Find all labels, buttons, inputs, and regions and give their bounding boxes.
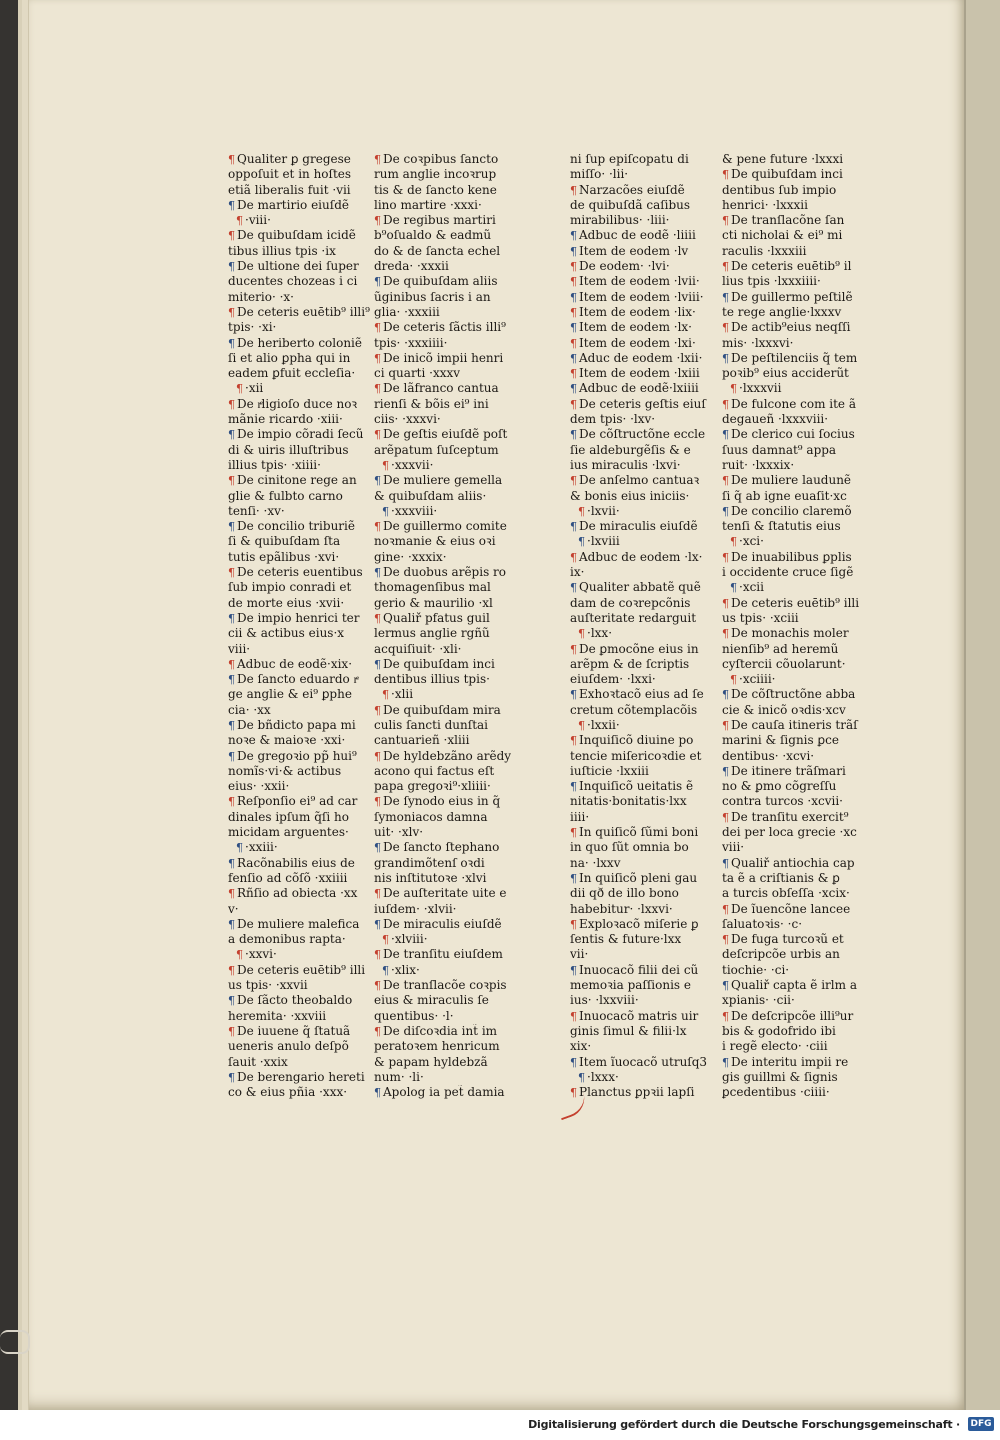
text-line: dem tpis· ·lxv· — [570, 412, 656, 427]
text-line: lino martire ·xxxi· — [374, 197, 482, 212]
text-line: quentibus· ·l· — [374, 1008, 454, 1023]
text-line: tis & de ſancto kene — [374, 182, 497, 197]
text-line: contra turcos ·xcvii· — [722, 794, 843, 809]
text-line: ¶ De ultione dei ſuper — [228, 259, 378, 274]
text-line: ꝑcedentibus ·ciiii· — [722, 1085, 830, 1100]
text-line: ix· — [570, 565, 585, 580]
text-line: tenſi· ·xv· — [228, 503, 285, 518]
text-line: ¶ De quibuſdam icidẽ — [228, 228, 378, 243]
text-line: us tpis· ·xciii — [722, 610, 799, 625]
text-line: henrici· ·lxxxii — [722, 197, 808, 212]
text-line: do & de ſancta echel — [374, 243, 501, 258]
text-line: gine· ·xxxix· — [374, 549, 447, 564]
text-line: ſentis & future·lxx — [570, 932, 682, 947]
text-line: gerio & maurilio ·xl — [374, 595, 493, 610]
text-line: tiochie· ·ci· — [722, 962, 790, 977]
footer-bar — [0, 1410, 1000, 1440]
text-line: ius miraculis ·lxvi· — [570, 457, 681, 472]
text-line: nomĩs·vi·& actibus — [228, 763, 342, 778]
text-line: ¶ De fulcone com ite ã — [722, 397, 872, 412]
text-line: heremita· ·xxviii — [228, 1008, 327, 1023]
text-line: ¶ Inuocacõ matris uir — [570, 1009, 720, 1024]
text-line: i regẽ electo· ·ciii — [722, 1039, 828, 1054]
text-line: ¶ De inuabilibus ꝑplis — [722, 550, 872, 565]
text-line: papa gregoꝛi⁹·xliiii· — [374, 779, 491, 794]
text-line: mirabilibus· ·liii· — [570, 213, 670, 228]
text-line: ¶ Adbuc de eodẽ·xix· — [228, 657, 378, 672]
text-line: ¶ De concilio claremõ — [722, 504, 872, 519]
text-line: ¶ Item de eodem ·lxi· — [570, 336, 720, 351]
text-line: ¶ De fuga turcoꝛũ et — [722, 932, 872, 947]
text-line: di & uiris illuſtribus — [228, 442, 349, 457]
text-line: ¶ Qualiř capta ẽ irlm a — [722, 978, 872, 993]
page-binding-edge — [22, 0, 29, 1410]
text-line: cii & actibus eius·x — [228, 626, 345, 641]
text-line: ¶ Item de eodem ·lv — [570, 244, 720, 259]
text-line: ¶ De martirio eiuſdẽ — [228, 198, 378, 213]
text-line: lius tpis ·lxxxiiii· — [722, 274, 821, 289]
text-line: tencie miſericoꝛdie et — [570, 748, 702, 763]
text-line: ¶ ·xciiii· — [722, 672, 872, 687]
text-line: ¶ De impio henrici ter — [228, 611, 378, 626]
text-line: cantuarieñ ·xliii — [374, 733, 470, 748]
text-line: ¶ De eodem· ·lvi· — [570, 259, 720, 274]
text-line: ¶ De iuuene q̃ ſtatuã — [228, 1024, 378, 1039]
funding-credit: Digitalisierung gefördert durch die Deutsche Forschungsgemeinschaft · — [528, 1418, 960, 1431]
text-line: ¶ ·xxxviii· — [374, 504, 524, 519]
text-line: tpis· ·xi· — [228, 320, 277, 335]
text-line: ¶ ·xxiii· — [228, 840, 378, 855]
text-line: a demonibus rapta· — [228, 932, 346, 947]
text-line: ſie aldeburgẽſis & e — [570, 442, 691, 457]
text-line: habebitur· ·lxxvi· — [570, 901, 673, 916]
text-line: ¶ ·xlii — [374, 687, 524, 702]
text-line: eadem ꝑfuit eccleſia· — [228, 366, 356, 381]
text-line: ¶ De clerico cui ſocius — [722, 427, 872, 442]
text-line: xpianis· ·cii· — [722, 993, 795, 1008]
text-line: acono qui factus eſt — [374, 763, 495, 778]
text-line: gis guillmi & ſignis — [722, 1069, 838, 1084]
text-line: ¶ Adbuc de eodẽ ·liiii — [570, 228, 720, 243]
text-line: ¶ De ceteris euētib⁹ illi — [722, 596, 872, 611]
text-line: dreda· ·xxxii — [374, 259, 449, 274]
text-line: tenſi & ſtatutis eius — [722, 519, 841, 534]
text-line: ¶ De quibuſdam inci — [374, 657, 524, 672]
text-line: iuſdem· ·xlvii· — [374, 901, 457, 916]
text-line: raculis ·lxxxiii — [722, 243, 807, 258]
text-line: ¶ Inuocacõ filii dei cũ — [570, 963, 720, 978]
text-line: ¶ In quiſicõ pleni gau — [570, 871, 720, 886]
text-line: ¶ De gregoꝛio pp̃ hui⁹ — [228, 749, 378, 764]
text-line: ginis ſimul & filii·lx — [570, 1023, 687, 1038]
text-line: ¶ De quibuſdam aliis — [374, 274, 524, 289]
text-line: ¶ De tranſitu eiuſdem — [374, 947, 524, 962]
text-line: ¶ Item de eodem ·lvii· — [570, 274, 720, 289]
text-line: glie & fulbto carno — [228, 488, 343, 503]
text-line: cti nicholai & ei⁹ mi — [722, 228, 843, 243]
text-line: glia· ·xxxiii — [374, 304, 440, 319]
text-line: ¶ De muliere laudunẽ — [722, 473, 872, 488]
text-line: ¶ De quibuſdam inci — [722, 167, 872, 182]
text-line: deſcripcõe urbis an — [722, 947, 840, 962]
text-line: ¶ De coꝛpibus ſancto — [374, 152, 524, 167]
text-line: & papam hyldebzã — [374, 1054, 488, 1069]
text-line: ¶ Item de eodem ·lxiii — [570, 366, 720, 381]
text-line: ſymoniacos damna — [374, 809, 488, 824]
dfg-logo-icon: DFG — [968, 1417, 994, 1431]
text-line: a turcis obſeſſa ·xcix· — [722, 886, 850, 901]
text-line: miſſo· ·lii· — [570, 167, 629, 182]
text-line: acquiſiuit· ·xli· — [374, 641, 462, 656]
text-line: etiã liberalis fuit ·vii — [228, 182, 351, 197]
text-line: iuſticie ·lxxiii — [570, 763, 649, 778]
text-line: ¶ De miraculis eiuſdẽ — [570, 519, 720, 534]
text-line: ¶ De ceteris euētib⁹ il — [722, 259, 872, 274]
text-line: ¶ ·xci· — [722, 534, 872, 549]
text-line: cyſtercii cõuolarunt· — [722, 656, 846, 671]
text-line: ¶ Inquiſicõ diuine po — [570, 733, 720, 748]
text-line: marini & ſignis ꝑce — [722, 733, 839, 748]
text-line: num· ·li· — [374, 1069, 424, 1084]
text-line: ¶ De ceteris euentibus — [228, 565, 378, 580]
text-line: ¶ Item de eodem ·lix· — [570, 305, 720, 320]
text-line: ¶ De cõſtructõne eccle — [570, 427, 720, 442]
text-column-1 — [228, 152, 378, 1100]
text-line: micidam arguentes· — [228, 825, 349, 840]
text-line: tutis epãlibus ·xvi· — [228, 549, 340, 564]
text-line: ¶ De ſancto ſtephano — [374, 840, 524, 855]
text-line: dentibus illius tpis· — [374, 672, 490, 687]
text-line: ¶ De anſelmo cantuaꝛ — [570, 473, 720, 488]
text-line: ueneris anulo deſpõ — [228, 1039, 349, 1054]
text-column-3 — [570, 152, 720, 1100]
text-line: ¶ De berengario hereti — [228, 1070, 378, 1085]
text-line: ¶ De tranſitu exercit⁹ — [722, 810, 872, 825]
text-line: ¶ ·lxx· — [570, 626, 720, 641]
text-line: te rege anglie·lxxxv — [722, 304, 842, 319]
text-line: ſaluatoꝛis· ·c· — [722, 916, 803, 931]
text-line: ¶ De cauſa itineris trãſ — [722, 718, 872, 733]
text-line: poꝛib⁹ eius acciderũt — [722, 366, 849, 381]
text-line: ¶ De heriberto coloniẽ — [228, 336, 378, 351]
text-line: degaueñ ·lxxxviii· — [722, 412, 829, 427]
text-line: ¶ De duobus arẽpis ro — [374, 565, 524, 580]
text-line: ¶ ·xlix· — [374, 963, 524, 978]
text-line: uit· ·xlv· — [374, 825, 424, 840]
text-column-2 — [374, 152, 524, 1100]
text-line: tibus illius tpis ·ix — [228, 243, 336, 258]
text-line: ſi q̃ ab igne euaſit·xc — [722, 488, 847, 503]
text-line: ¶ De inicõ impii henri — [374, 351, 524, 366]
text-line: ¶ De ſancto eduardo rͤ — [228, 672, 378, 687]
text-line: ¶ De peſtilenciis q̃ tem — [722, 351, 872, 366]
text-line: dii qð de illo bono — [570, 886, 679, 901]
text-line: ¶ De geſtis eiuſdẽ poſt — [374, 427, 524, 442]
text-line: ¶ De muliere gemella — [374, 473, 524, 488]
text-line: lermus anglie rgñũ — [374, 626, 490, 641]
text-line: iiii· — [570, 809, 590, 824]
text-line: ¶ ·viii· — [228, 213, 378, 228]
text-line: viii· — [228, 641, 251, 656]
text-line: dinales ipſum q̃ſi ho — [228, 809, 349, 824]
text-line: grandimõtenſ oꝛdi — [374, 855, 485, 870]
text-line: miterio· ·x· — [228, 289, 294, 304]
text-line: ¶ Qualiter ꝑ gregese — [228, 152, 378, 167]
text-line: peratoꝛem henricum — [374, 1039, 500, 1054]
text-line: memoꝛia paſſionis e — [570, 978, 692, 993]
text-line: ¶ De impio cõradi ſecũ — [228, 427, 378, 442]
text-line: ¶ ·xxvi· — [228, 947, 378, 962]
text-line: arẽpm & de ſcriptis — [570, 656, 690, 671]
text-line: rum anglie incoꝛrup — [374, 167, 497, 182]
text-line: ¶ De concilio triburiẽ — [228, 519, 378, 534]
text-line: ſuus damnat⁹ appa — [722, 442, 837, 457]
text-line: ¶ De regibus martiri — [374, 213, 524, 228]
text-line: ¶ De hyldebzãno arẽdy — [374, 749, 524, 764]
text-line: no & ꝑmo cõgreſſu — [722, 779, 837, 794]
text-line: ¶ Adbuc de eodẽ·lxiiii — [570, 381, 720, 396]
text-line: ¶ De lãfranco cantua — [374, 381, 524, 396]
text-line: ¶ Qualiter abbatẽ quẽ — [570, 580, 720, 595]
text-line: viii· — [722, 840, 745, 855]
text-line: ¶ ·xcii — [722, 580, 872, 595]
text-line: ¶ De rͤligioſo duce noꝛ — [228, 397, 378, 412]
text-line: ¶ De bñdicto papa mi — [228, 718, 378, 733]
text-line: ¶ De ceteris ſãctis illi⁹ — [374, 320, 524, 335]
text-line: v· — [228, 901, 239, 916]
text-line: ¶ ·xxxvii· — [374, 458, 524, 473]
text-line: ¶ Item ĩuocacõ utruſq3 — [570, 1055, 720, 1070]
text-line: ¶ De deſcripcõe illi⁹ur — [722, 1009, 872, 1024]
text-line: ¶ Reſponſio ei⁹ ad car — [228, 794, 378, 809]
text-line: ¶ De ceteris euētib⁹ illi — [228, 963, 378, 978]
text-line: nitatis·bonitatis·lxx — [570, 794, 687, 809]
text-line: ¶ De itinere trãſmari — [722, 764, 872, 779]
text-line: xix· — [570, 1039, 592, 1054]
text-line: cretum cõtemplacõis — [570, 702, 698, 717]
text-line: ciis· ·xxxvi· — [374, 412, 441, 427]
text-line: illius tpis· ·xiiii· — [228, 457, 321, 472]
text-line: mãnie ricardo ·xiii· — [228, 412, 343, 427]
text-line: ¶ Racõnabilis eius de — [228, 856, 378, 871]
text-line: ¶ Item de eodem ·lx· — [570, 320, 720, 335]
text-line: ¶ De cinitone rege an — [228, 473, 378, 488]
text-line: culis ſancti dunſtai — [374, 717, 489, 732]
text-line: dentibus· ·xcvi· — [722, 748, 815, 763]
text-line: ¶ Apolog ia pet̃ damia — [374, 1085, 524, 1100]
text-line: thomagenſibus mal — [374, 580, 491, 595]
text-line: tpis· ·xxxiiii· — [374, 335, 448, 350]
text-line: ¶ ·lxviii — [570, 534, 720, 549]
text-line: ¶ De ꝑmocõne eius in — [570, 642, 720, 657]
text-line: ¶ In quiſicõ ſũmi boni — [570, 825, 720, 840]
text-line: & quibuſdam aliis· — [374, 488, 487, 503]
text-line: ¶ Planctus ꝑpꝛii lapſi — [570, 1085, 720, 1100]
text-line: ¶ ·lxxxvii — [722, 381, 872, 396]
text-line: oppoſuit et in hoſtes — [228, 167, 352, 182]
text-line: ¶ Narzacões eiuſdẽ — [570, 183, 720, 198]
text-line: ¶ Exploꝛacõ miſerie ꝑ — [570, 917, 720, 932]
text-line: ¶ De quibuſdam mira — [374, 703, 524, 718]
text-line: na· ·lxxv — [570, 855, 621, 870]
text-line: ¶ Qualiř pfatus guil — [374, 611, 524, 626]
text-line: dentibus ſub impio — [722, 182, 837, 197]
text-line: ¶ De diſcoꝛdia int̃ im — [374, 1024, 524, 1039]
text-line: ruit· ·lxxxix· — [722, 457, 795, 472]
text-line: ¶ De ceteris euētib⁹ illi⁹ — [228, 305, 378, 320]
text-line: rienſi & bõis ei⁹ ini — [374, 396, 489, 411]
text-line: ¶ De actib⁹eius neqſſi — [722, 320, 872, 335]
text-line: ¶ De guillermo peſtilẽ — [722, 290, 872, 305]
text-line: ¶ De ſãcto theobaldo — [228, 993, 378, 1008]
text-line: ¶ Rñſio ad obiecta ·xx — [228, 886, 378, 901]
text-line: ſub impio conradi et — [228, 580, 352, 595]
text-line: fenſio ad cõſõ ·xxiiii — [228, 870, 348, 885]
text-line: ſi et alio ꝑpha qui in — [228, 350, 351, 365]
text-line: i occidente cruce ſigẽ — [722, 565, 854, 580]
text-line: ¶ De cõſtructõne abba — [722, 687, 872, 702]
text-line: bis & godofrido ibi — [722, 1023, 836, 1038]
text-line: arẽpatum ſuſceptum — [374, 442, 499, 457]
text-line: ſi & quibuſdam ſta — [228, 534, 341, 549]
text-line: cie & inicõ oꝛdis·xcv — [722, 702, 846, 717]
text-line: ¶ De tranſlacõe coꝛpis — [374, 978, 524, 993]
text-line: ¶ Exhoꝛtacõ eius ad ſe — [570, 687, 720, 702]
text-line: ¶ De guillermo comite — [374, 519, 524, 534]
text-line: ¶ De muliere malefica — [228, 917, 378, 932]
text-line: mis· ·lxxxvi· — [722, 335, 794, 350]
adjacent-page-edge — [958, 0, 1000, 1410]
clip-icon — [0, 1330, 30, 1354]
text-line: ¶ De miraculis eiuſdẽ — [374, 917, 524, 932]
text-line: b⁹oſualdo & eadmũ — [374, 228, 492, 243]
text-line: ¶ ·xii — [228, 381, 378, 396]
text-column-4 — [722, 152, 872, 1100]
text-line: ¶ De ĩuencõne lancee — [722, 902, 872, 917]
text-line: ¶ De interitu impii re — [722, 1055, 872, 1070]
text-line: ¶ ·lxvii· — [570, 504, 720, 519]
text-line: dei per loca grecie ·xc — [722, 825, 857, 840]
text-line: ci quarti ·xxxv — [374, 366, 461, 381]
text-line: ¶ Aduc de eodem ·lxii· — [570, 351, 720, 366]
text-line: auſteritate redarguit — [570, 610, 697, 625]
text-line: ge anglie & ei⁹ ꝑphe — [228, 687, 352, 702]
text-line: ¶ Item de eodem ·lviii· — [570, 290, 720, 305]
text-line: eius & miraculis ſe — [374, 993, 489, 1008]
text-line: us tpis· ·xxvii — [228, 978, 308, 993]
text-line: ¶ De auſteritate uite e — [374, 886, 524, 901]
text-line: de morte eius ·xvii· — [228, 595, 345, 610]
text-line: co & eius pñia ·xxx· — [228, 1085, 348, 1100]
text-line: eius· ·xxii· — [228, 779, 290, 794]
text-line: ¶ ·lxxii· — [570, 718, 720, 733]
text-line: noꝛmanie & eius oꝛi — [374, 534, 496, 549]
text-line: ¶ ·lxxx· — [570, 1070, 720, 1085]
text-line: cia· ·xx — [228, 702, 271, 717]
text-line: ¶ ·xlviii· — [374, 932, 524, 947]
text-line: ũginibus ſacris i an — [374, 289, 491, 304]
text-line: & bonis eius iniciis· — [570, 488, 690, 503]
text-line: eiuſdem· ·lxxi· — [570, 672, 656, 687]
text-line: ſauit ·xxix — [228, 1054, 288, 1069]
text-line: ¶ Adbuc de eodem ·lx· — [570, 550, 720, 565]
text-line: de quibuſdã caſibus — [570, 197, 691, 212]
text-line: ius· ·lxxviii· — [570, 993, 639, 1008]
text-line: ¶ Inquiſicõ ueitatis ẽ — [570, 779, 720, 794]
text-line: nis inſtitutoꝛe ·xlvi — [374, 870, 487, 885]
text-line: ducentes chozeas i ci — [228, 274, 358, 289]
text-line: ni ſup epiſcopatu di — [570, 152, 689, 166]
text-line: nienſib⁹ ad heremũ — [722, 641, 839, 656]
text-line: ¶ Qualiř antiochia cap — [722, 856, 872, 871]
text-line: dam de coꝛrepcõnis — [570, 595, 691, 610]
text-line: noꝛe & maioꝛe ·xxi· — [228, 733, 346, 748]
text-line: ¶ De tranſlacõne ſan — [722, 213, 872, 228]
text-line: ¶ De monachis moler — [722, 626, 872, 641]
text-line: in quo ſũt omnia bo — [570, 840, 689, 855]
text-line: ta ẽ a criſtianis & ꝑ — [722, 870, 840, 885]
text-line: ¶ De ceteris geſtis eiuſ — [570, 397, 720, 412]
text-line: vii· — [570, 947, 589, 962]
text-line: & pene future ·lxxxi — [722, 152, 844, 166]
text-line: ¶ De ſynodo eius in q̃ — [374, 794, 524, 809]
